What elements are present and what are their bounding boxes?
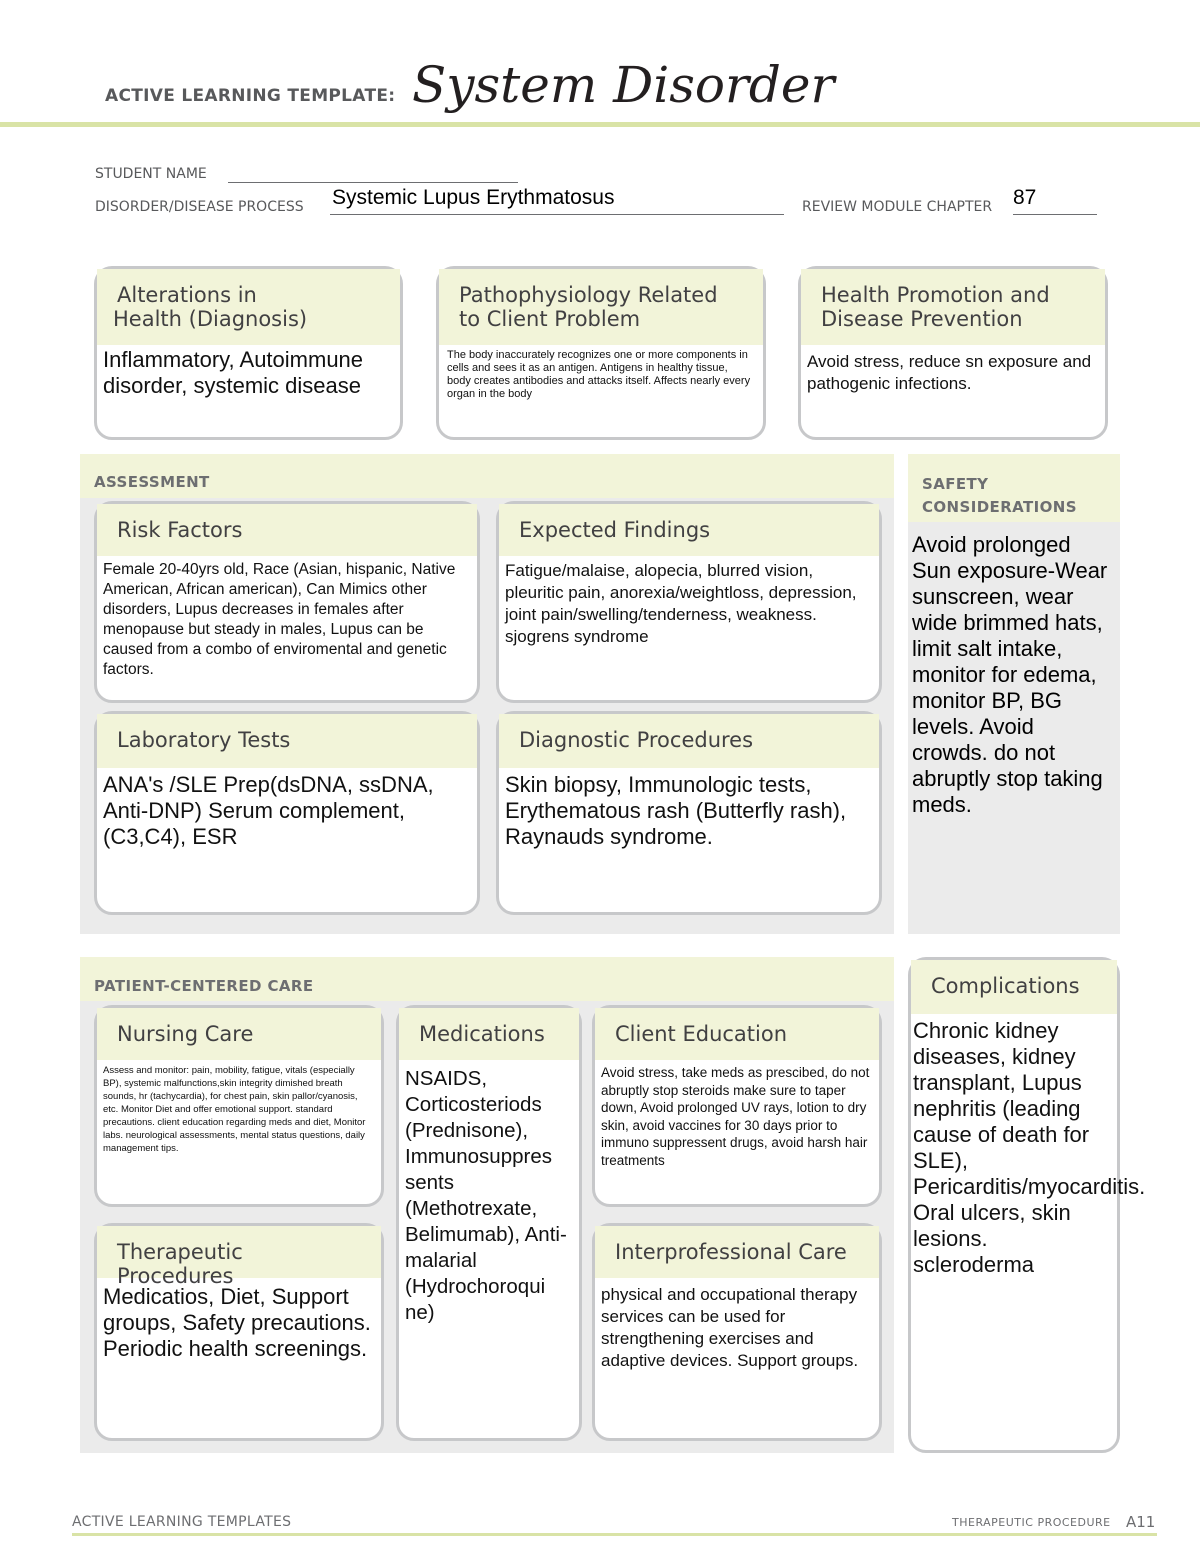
student-name-field[interactable]: [228, 160, 518, 183]
diagnostic-procedures-box: [496, 711, 882, 915]
health-promotion-content[interactable]: Avoid stress, reduce sn exposure and pathogenic infections.: [807, 352, 1092, 393]
alterations-caption: [97, 269, 400, 345]
student-name-label: STUDENT NAME: [95, 166, 207, 182]
assessment-section-title: ASSESSMENT: [94, 473, 210, 491]
review-module-value: 87: [1013, 186, 1037, 209]
alterations-title-line1: Alterations in: [117, 283, 257, 307]
therapeutic-procedures-caption: Therapeutic Procedures: [97, 1226, 381, 1278]
disorder-field[interactable]: [330, 186, 784, 215]
safety-section-title: [922, 473, 1077, 519]
therapeutic-procedures-box: [94, 1223, 384, 1441]
alterations-in-health-box: [94, 266, 403, 440]
health-promotion-title-line2: Disease Prevention: [821, 307, 1023, 331]
diagnostic-procedures-caption: Diagnostic Procedures: [499, 714, 879, 768]
template-label: ACTIVE LEARNING TEMPLATE:: [105, 86, 396, 106]
risk-factors-box: [94, 501, 480, 703]
review-module-field[interactable]: [1013, 186, 1097, 215]
footer-right-label: THERAPEUTIC PROCEDURE: [952, 1516, 1111, 1529]
pathophysiology-caption: [439, 269, 763, 345]
footer-left-label: ACTIVE LEARNING TEMPLATES: [72, 1514, 292, 1530]
nursing-care-caption: Nursing Care: [97, 1008, 381, 1060]
page-title: System Disorder: [412, 56, 835, 114]
medications-content[interactable]: NSAIDS, Corticosteriods (Prednisone), Immunosuppres sents (Methotrexate, Belimumab), Anti-malarial (Hydrochoroqui ne): [405, 1067, 567, 1324]
pathophysiology-title-line1: Pathophysiology Related: [459, 283, 718, 307]
nursing-care-content[interactable]: Assess and monitor: pain, mobility, fatigue, vitals (especially BP), systemic malfunctions,skin integrity dimished breath sounds, hr (tachycardia), for chest pain, skin pallor/cyanosis, etc. Monitor Diet and offer emotional support. standard precautions. client education regarding meds and diet, Monitor labs. neurological assessments, mental status questions, daily management tips.: [103, 1065, 366, 1154]
expected-findings-box: [496, 501, 882, 703]
alterations-title-line2: Health (Diagnosis): [113, 307, 308, 331]
health-promotion-title-line1: Health Promotion and: [821, 283, 1050, 307]
interprofessional-care-caption: Interprofessional Care: [595, 1226, 879, 1278]
pathophysiology-content[interactable]: The body inaccurately recognizes one or more components in cells and sees it as an antigen. Antigens in healthy tissue, body creates antibodies and attacks itself. Affects nearly every organ in the body: [447, 349, 751, 400]
review-module-label: REVIEW MODULE CHAPTER: [802, 199, 993, 215]
therapeutic-procedures-content[interactable]: Medicatios, Diet, Support groups, Safety precautions. Periodic health screenings.: [103, 1284, 371, 1361]
health-promotion-caption: [801, 269, 1105, 345]
disorder-value: Systemic Lupus Erythmatosus: [332, 186, 615, 209]
patient-care-section-title: PATIENT-CENTERED CARE: [94, 977, 314, 995]
medications-caption: Medications: [399, 1008, 579, 1060]
health-promotion-box: [798, 266, 1108, 440]
nursing-care-box: [94, 1005, 384, 1207]
page-number: A11: [1126, 1513, 1156, 1531]
disorder-label: DISORDER/DISEASE PROCESS: [95, 199, 304, 215]
client-education-content[interactable]: Avoid stress, take meds as prescibed, do not abruptly stop steroids make sure to taper down, Avoid prolonged UV rays, lotion to dry skin, avoid vaccines for 30 days prior to immuno suppressent drugs, avoid harsh hair treatments: [601, 1065, 870, 1168]
laboratory-tests-content[interactable]: ANA's /SLE Prep(dsDNA, ssDNA, Anti-DNP) Serum complement, (C3,C4), ESR: [103, 772, 434, 849]
alterations-content[interactable]: Inflammatory, Autoimmune disorder, systemic disease: [103, 347, 364, 398]
expected-findings-caption: Expected Findings: [499, 504, 879, 556]
safety-title-line1: SAFETY: [922, 475, 989, 493]
complications-content[interactable]: Chronic kidney diseases, kidney transplant, Lupus nephritis (leading cause of death for SLE), Pericarditis/myocarditis. Oral ulcers, skin lesions. scleroderma: [913, 1018, 1146, 1277]
safety-title-line2: CONSIDERATIONS: [922, 498, 1077, 516]
safety-content[interactable]: Avoid prolonged Sun exposure-Wear sunscreen, wear wide brimmed hats, limit salt intake, monitor for edema, monitor BP, BG levels. Avoid crowds. do not abruptly stop taking meds.: [912, 532, 1108, 817]
laboratory-tests-box: [94, 711, 480, 915]
footer-divider: [72, 1533, 1157, 1536]
client-education-caption: Client Education: [595, 1008, 879, 1060]
risk-factors-content[interactable]: Female 20-40yrs old, Race (Asian, hispanic, Native American, African american), Can Mimics other disorders, Lupus decreases in females after menopause but steady in males, Lupus can be caused from a combo of enviromental and genetic factors.: [103, 561, 456, 678]
complications-box: [908, 957, 1146, 1453]
client-education-box: [592, 1005, 882, 1207]
laboratory-tests-caption: Laboratory Tests: [97, 714, 477, 768]
interprofessional-care-content[interactable]: physical and occupational therapy services can be used for strengthening exercises and adaptive devices. Support groups.: [601, 1285, 859, 1370]
diagnostic-procedures-content[interactable]: Skin biopsy, Immunologic tests, Erythematous rash (Butterfly rash), Raynauds syndrome.: [505, 772, 847, 849]
complications-caption: Complications: [911, 960, 1117, 1014]
header-divider: [0, 122, 1200, 127]
interprofessional-care-box: [592, 1223, 882, 1441]
expected-findings-content[interactable]: Fatigue/malaise, alopecia, blurred vision, pleuritic pain, anorexia/weightloss, depression, joint pain/swelling/tenderness, weakness. sjogrens syndrome: [505, 561, 857, 646]
medications-box: [396, 1005, 582, 1441]
pathophysiology-box: [436, 266, 766, 440]
risk-factors-caption: Risk Factors: [97, 504, 477, 556]
pathophysiology-title-line2: to Client Problem: [459, 307, 641, 331]
